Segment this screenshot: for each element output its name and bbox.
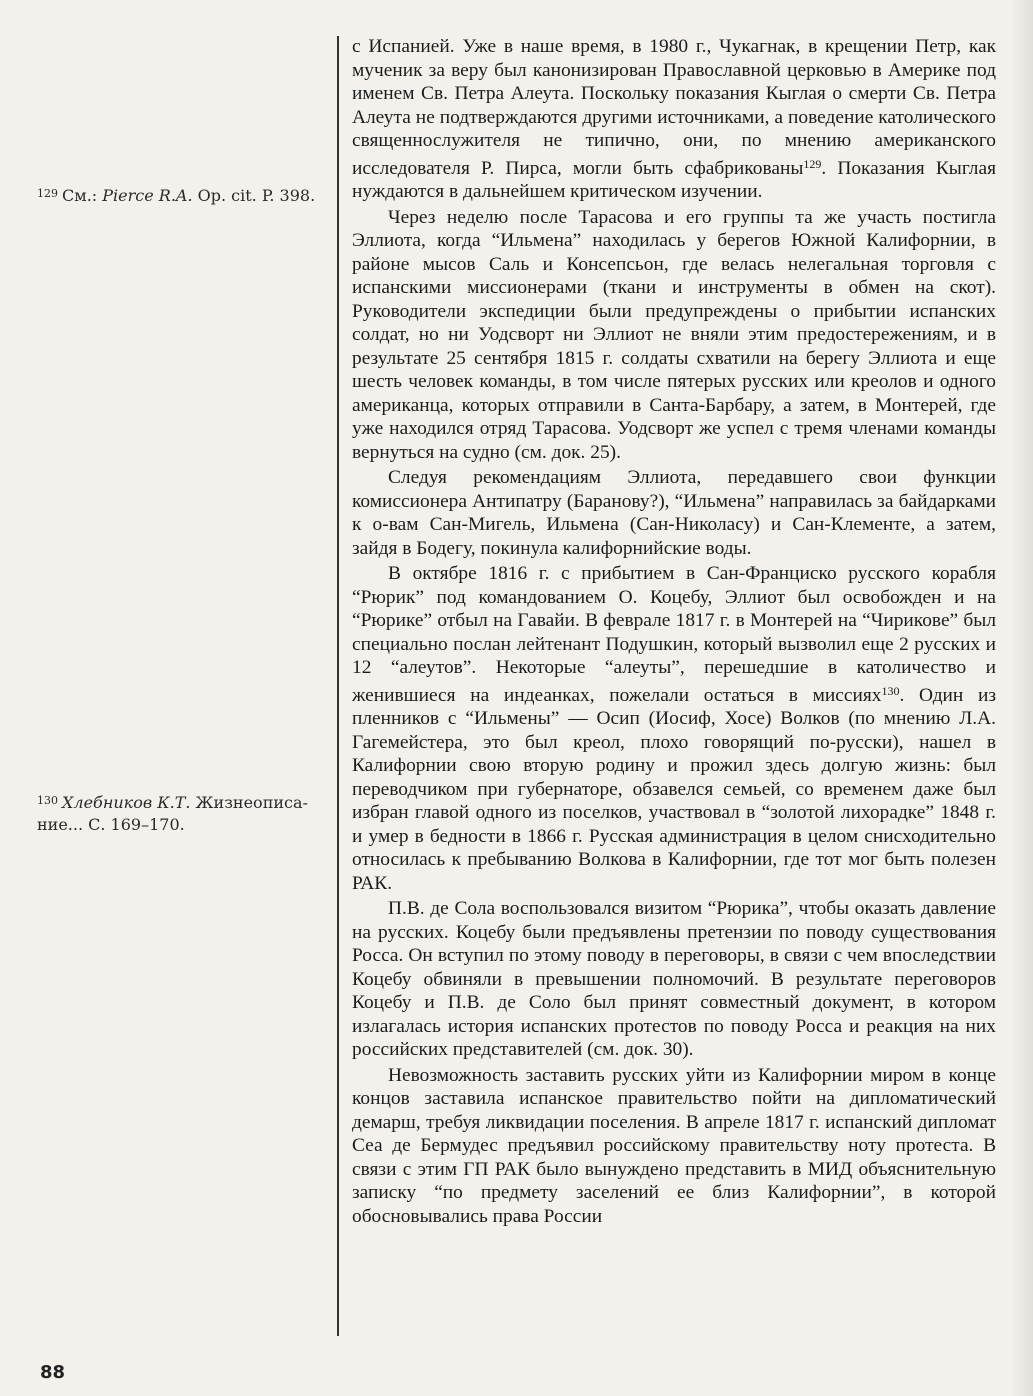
paragraph-text: П.В. де Сола воспользовался визитом “Рюрика”, чтобы оказать давление на русских. Коцебу были предъявлены претензии по поводу существования Росса. Он вступил по этому поводу в переговоры, в связи с чем впоследствии Коцебу обвиняли в превышении полномочий. В результате переговоров Коцебу и П.В. де Соло был принят совместный документ, в котором излагалась история испанских протестов по поводу Росса и реакция на них российских представителей (см. док. 30). xyxy=(352,898,996,1060)
paragraph-text: Через неделю после Тарасова и его группы та же участь постигла Эллиота, когда “Ильмена” находилась у берегов Южной Калифорнии, в районе мысов Саль и Консепсьон, где велась нелегальная торговля с испанскими миссионерами (ткани и инструменты в обмен на скот). Руководители экспедиции были предупреждены о прибытии испанских солдат, но ни Уодсворт ни Эллиот не вняли этим предостережениям, и в результате 25 сентября 1815 г. солдаты схватили на берегу Эллиота и еще шесть человек команды, в том числе пятерых русских или креолов и одного американца, которых отправили в Санта-Барбару, а затем, в Монтерей, где уже находился отряд Тарасова. Уодсворт же успел с тремя членами команды вернуться на судно (см. док. 25). xyxy=(352,206,996,463)
paragraph-text: с Испанией. Уже в наше время, в 1980 г., Чукагнак, в крещении Петр, как мученик за веру был канонизирован Православной церковью в Америке под именем Св. Петра Алеута. Поскольку показания Кыглая о смерти Св. Петра Алеута не подтверждаются другими источниками, а поведение католического священнослужителя не типично, они, по мнению американского исследователя Р. Пирса, могли быть сфабрикованы xyxy=(352,36,996,179)
footnote-text: Жизнеописа-ние... С. 169–170. xyxy=(37,793,308,834)
footnote-ref: 130 xyxy=(881,683,900,698)
paragraph xyxy=(352,206,996,465)
footnote-129 xyxy=(37,183,317,207)
footnote-ref: 129 xyxy=(803,156,822,171)
paragraph xyxy=(352,1064,996,1229)
footnote-author: Хлебников К.Т. xyxy=(62,793,191,812)
page-edge-shadow xyxy=(1011,0,1033,1396)
paragraph xyxy=(352,562,996,895)
margin-column xyxy=(0,0,330,1396)
footnote-prefix: См.: xyxy=(62,186,103,205)
paragraph xyxy=(352,466,996,560)
column-divider xyxy=(337,36,339,1336)
page-number: 88 xyxy=(40,1362,66,1383)
paragraph-text: Невозможность заставить русских уйти из Калифорнии миром в конце концов заставила испанское правительство пойти на дипломатический демарш, требуя ликвидации поселения. В апреле 1817 г. испанский дипломат Сеа де Бермудес предъявил российскому правительству ноту протеста. В связи с этим ГП РАК было вынуждено представить в МИД объяснительную записку “по предмету заселений ее близ Калифорнии”, в которой обосновывались права России xyxy=(352,1064,996,1227)
paragraph xyxy=(352,897,996,1062)
footnote-number: 129 xyxy=(37,187,58,200)
paragraph-text: . Показания Кыглая нуждаются в дальнейшем критическом изучении. xyxy=(352,157,996,202)
paragraph-text: . Один из пленников с “Ильмены” — Осип (Иосиф, Хосе) Волков (по мнению Л.А. Гагемейстера, это был креол, плохо говорящий по-русски), нашел в Калифорнии свою вторую родину и прожил здесь долгую жизнь: был переводчиком при губернаторе, обзавелся семьей, со временем даже был избран главой одного из поселков, участвовал в “золотой лихорадке” 1848 г. и умер в бедности в 1866 г. Русская администрация в целом снисходительно относилась к пребыванию Волкова в Калифорнии, где тот мог быть полезен РАК. xyxy=(352,684,996,894)
footnote-130 xyxy=(37,790,317,836)
footnote-author: Pierce R.A. xyxy=(102,186,193,205)
paragraph xyxy=(352,35,996,204)
paragraph-text: В октябре 1816 г. с прибытием в Сан-Франциско русского корабля “Рюрик” под командованием О. Коцебу, Эллиот был освобожден и на “Рюрике” отбыл на Гавайи. В феврале 1817 г. в Монтерей на “Чирикове” был специально послан лейтенант Подушкин, который вызволил еще 2 русских и 12 “алеутов”. Некоторые “алеуты”, перешедшие в католичество и женившиеся на индеанках, пожелали остаться в миссиях xyxy=(352,563,996,706)
paragraph-text: Следуя рекомендациям Эллиота, передавшего свои функции комиссионера Антипатру (Баранову?), “Ильмена” направилась за байдарками к о-вам Сан-Мигель, Ильмена (Сан-Николасу) и Сан-Клементе, а затем, зайдя в Бодегу, покинула калифорнийские воды. xyxy=(352,467,996,559)
footnote-number: 130 xyxy=(37,794,58,807)
main-text xyxy=(352,35,996,1230)
footnote-text: Op. cit. P. 398. xyxy=(192,186,316,205)
